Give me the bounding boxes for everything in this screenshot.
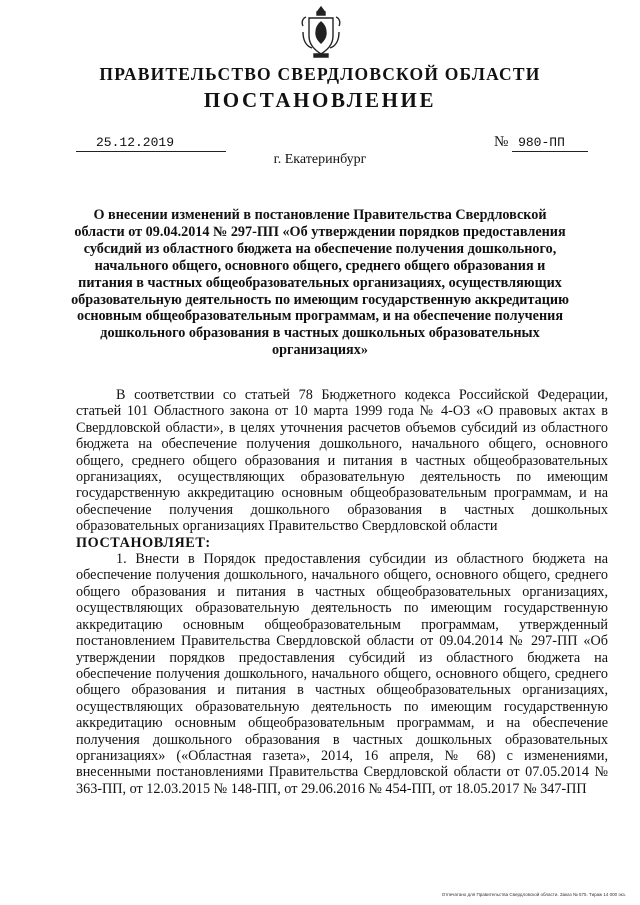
decree-word: ПОСТАНОВЛЯЕТ: [76,534,211,551]
item-1-paragraph: 1. Внести в Порядок предоставления субсидии из областного бюджета на обеспечение получения дошкольного, начального общего, основного общего, среднего общего образования и питания в частных общеобразовательных организациях, осуществляющих образовательную деятельность по имеющим государственную аккредитацию основным общеобразовательным программам, утвержденный постановлением Правительства Свердловской области от 09.04.2014 № 297-ПП «Об утверждении порядков предоставления субсидий из областного бюджета на обеспечение получения дошкольного, начального общего, основного общего, среднего общего образования и питания в частных общеобразовательных организациях, осуществляющих образовательную деятельность по имеющим государственную аккредитацию основным общеобразовательным программам, и на обеспечение получения дошкольного образования в частных дошкольных образовательных организациях» («Областная газета», 2014, 16 апреля, № 68) с изменениями, внесенными постановлениями Правительства Свердловской области от 07.05.2014 № 363-ПП, от 12.03.2015 № 148-ПП, от 29.06.2016 № 454-ПП, от 18.05.2017 № 347-ПП [76,551,608,797]
document-type-title: ПОСТАНОВЛЕНИЕ [203,88,437,112]
document-number: 980-ПП [512,135,588,152]
number-sign: № [494,134,509,150]
preamble-paragraph: В соответствии со статьей 78 Бюджетного кодекса Российской Федерации, статьей 101 Областного закона от 10 марта 1999 года № 4-ОЗ «О правовых актах в Свердловской области», в целях уточнения расчетов объемов субсидий из областного бюджета на обеспечение получения дошкольного, начального общего, основного общего, среднего общего образования и питания в частных общеобразовательных организациях, осуществляющих образовательную деятельность по имеющим государственную аккредитацию основным общеобразовательным программам, и на обеспечение получения дошкольного образования в частных дошкольных образовательных организациях Правительство Свердловской области [76,387,608,535]
print-note: Отпечатано для Правительства Свердловской области. Заказ № 575. Тираж 14 000 экз. [441,892,626,897]
document-date: 25.12.2019 [76,135,226,152]
document-heading: О внесении изменений в постановление Правительства Свердловской области от 09.04.2014 № 297-ПП «Об утверждении порядков предоставления субсидий из областного бюджета на обеспечение получения дошкольного, начального общего, основного общего, среднего общего образования и питания в частных общеобразовательных организациях, осуществляющих образовательную деятельность по имеющим государственную аккредитацию основным общеобразовательным программам, и на обеспечение получения дошкольного образования в частных дошкольных образовательных организациях» [71,207,569,359]
government-title: ПРАВИТЕЛЬСТВО СВЕРДЛОВСКОЙ ОБЛАСТИ [99,64,541,84]
document-body [76,387,608,797]
document-number-block [494,134,588,152]
coat-of-arms-emblem [300,4,342,60]
city-name: г. Екатеринбург [273,152,367,167]
